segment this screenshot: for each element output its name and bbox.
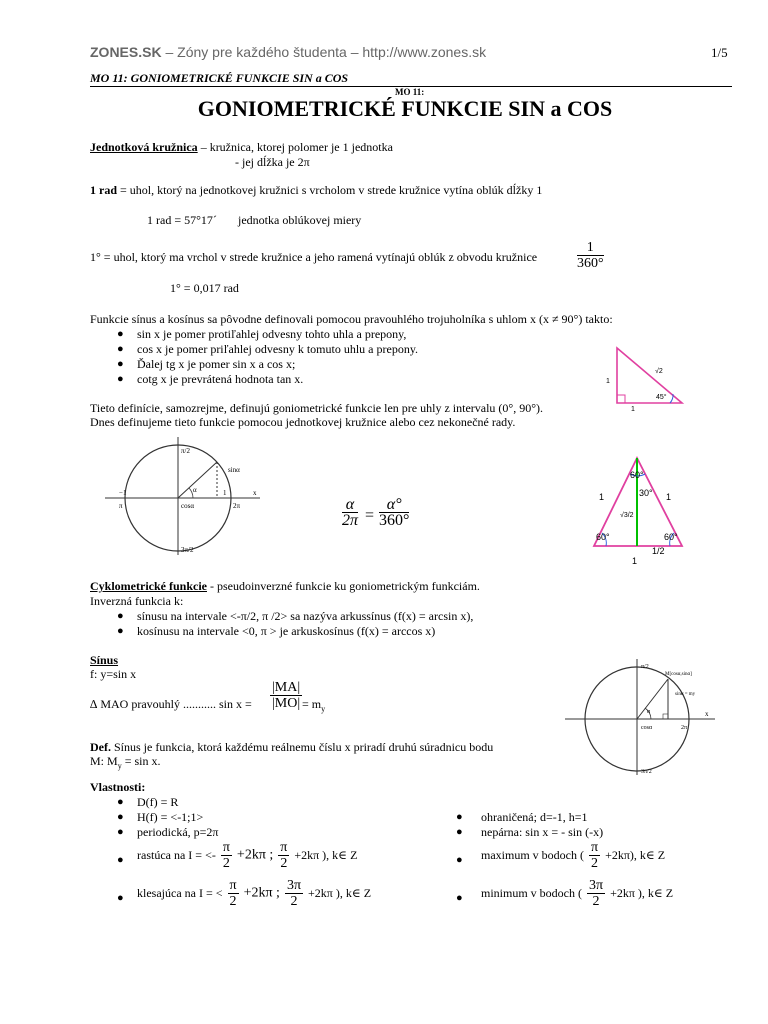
falling-f1n: π (229, 878, 237, 893)
property-minimum (481, 878, 673, 909)
rising-post: +2kπ ), k∈ Z (294, 848, 358, 862)
definition-item: Ďalej tg x je pomer sin x a cos x; (137, 357, 296, 371)
bullet: ● (117, 610, 124, 622)
minimum-pre: minimum v bodoch ( (481, 886, 582, 900)
minimum-post: +2kπ ), k∈ Z (610, 886, 674, 900)
properties-heading: Vlastnosti: (90, 780, 146, 794)
falling-f2n: 3π (286, 878, 302, 893)
cyclometric-def (90, 579, 480, 594)
property-item: D(f) = R (137, 795, 179, 809)
maximum-pre: maximum v bodoch ( (481, 848, 584, 862)
circle2-point-m: M[cosα,sinα] (665, 672, 692, 677)
unit-circle-figure (105, 435, 265, 557)
circle1-left-label: π (119, 502, 123, 510)
sine-def2-sub: y (117, 761, 122, 771)
eq-top-angle: 60° (630, 470, 644, 480)
rising-pre: rastúca na I = <- (137, 848, 216, 862)
sine-function: f: y=sin x (90, 667, 137, 681)
page-number: 1/5 (711, 45, 728, 60)
conversion-left (342, 497, 358, 528)
sine-definition (90, 740, 493, 755)
sine-heading: Sínus (90, 653, 119, 667)
site-name: ZONES.SK (90, 44, 162, 60)
minimum-fn: 3π (589, 878, 604, 893)
rising-f2n: π (280, 840, 288, 855)
maximum-fd: 2 (591, 856, 599, 871)
bullet: ● (117, 811, 124, 823)
circle2-bottom-label: 3π/2 (641, 769, 652, 775)
unit-circle-length: - jej dĺžka je 2π (235, 155, 310, 169)
site-tagline: – Zóny pre každého študenta – http://www.zones.sk (161, 44, 487, 60)
bullet: ● (117, 328, 124, 340)
cyclometric-text: - pseudoinverzné funkcie ku goniometrickým funkciám. (206, 579, 480, 593)
eq-bottom-right-angle: 60° (664, 532, 678, 542)
definitions-para1: Tieto definície, samozrejme, definujú goniometrické funkcie len pre uhly z intervalu (0°, 90°). (90, 401, 544, 415)
sine-def-label: Def. (90, 740, 111, 754)
triangle-angle: 45° (656, 394, 667, 401)
definitions-para2: Dnes definujeme tieto funkcie pomocou jednotkovej kružnice alebo cez nekonečné rady. (90, 415, 516, 429)
property-item: nepárna: sin x = - sin (-x) (481, 825, 604, 839)
unit-circle-def (90, 140, 393, 155)
definition-item: cotg x je prevrátená hodnota tan x. (137, 372, 304, 386)
bullet: ● (117, 796, 124, 808)
equilateral-triangle-figure (590, 450, 690, 568)
minimum-fd: 2 (592, 894, 600, 909)
degree-fraction (577, 240, 604, 271)
triangle-side-b: 1 (631, 406, 635, 413)
conversion-num-right: α° (379, 497, 409, 513)
circle2-x-label: x (705, 710, 709, 718)
sine-def-text: Sínus je funkcia, ktorá každému reálnemu číslu x priradí druhú súradnicu bodu (111, 740, 494, 754)
unit-circle-text: – kružnica, ktorej polomer je 1 jednotka (197, 140, 393, 154)
bullet: ● (456, 854, 463, 866)
bullet: ● (117, 892, 124, 904)
right-triangle-figure (600, 343, 690, 415)
radian-def (90, 183, 542, 198)
circle2-alpha: α (647, 709, 651, 715)
circle1-alpha: α (193, 486, 197, 494)
cyclometric-term: Cyklometrické funkcie (90, 579, 207, 593)
doc-code: MO 11: (395, 87, 425, 97)
property-item: periodická, p=2π (137, 825, 219, 839)
bullet: ● (117, 625, 124, 637)
running-title: MO 11: GONIOMETRICKÉ FUNKCIE SIN a COS (90, 71, 349, 85)
radian-eq: 1 rad = 57°17´ (147, 213, 217, 227)
rising-f2d: 2 (280, 856, 288, 871)
radian-text: = uhol, ktorý na jednotkovej kružnici s vrcholom v strede kružnice vytína oblúk dĺžky 1 (117, 183, 543, 197)
falling-frac2 (285, 878, 303, 909)
maximum-post: +2kπ), k∈ Z (605, 848, 666, 862)
inverse-label: Inverzná funkcia k: (90, 594, 184, 608)
conversion-num-left: α (342, 497, 358, 513)
sine-eq-sub: y (321, 704, 326, 714)
falling-mid: +2kπ ; (243, 885, 280, 901)
bullet: ● (117, 358, 124, 370)
radian-eq-note: jednotka oblúkovej miery (238, 213, 362, 227)
circle1-minus1: −1 (119, 489, 127, 497)
eq-left-side: 1 (599, 492, 605, 502)
eq-bottom-left-angle: 60° (596, 532, 610, 542)
bullet: ● (117, 373, 124, 385)
bullet: ● (456, 892, 463, 904)
rising-frac1 (221, 840, 232, 871)
property-falling (137, 878, 371, 909)
sine-circle-figure (565, 657, 720, 777)
rising-f1n: π (222, 840, 230, 855)
cyclometric-item: sínusu na intervale <-π/2, π /2> sa nazýva arkussínus (f(x) = arcsin x), (137, 609, 474, 623)
rising-f1d: 2 (222, 856, 230, 871)
unit-circle-term: Jednotková kružnica (90, 140, 198, 154)
falling-f1d: 2 (229, 894, 237, 909)
falling-f2d: 2 (290, 894, 298, 909)
cyclometric-item: kosínusu na intervale <0, π > je arkuskosínus (f(x) = arccos x) (137, 624, 436, 638)
eq-height: √3/2 (620, 512, 634, 519)
eq-half-top-angle: 30° (639, 488, 653, 498)
radian-term: 1 rad (90, 183, 117, 197)
sine-def2a: M: M (90, 754, 118, 768)
degree-def: 1° = uhol, ktorý ma vrchol v strede kružnice a jeho ramená vytínajú oblúk z obvodu kružnice (90, 250, 538, 264)
falling-pre: klesajúca na I = < (137, 886, 223, 900)
conversion-den-right: 360° (379, 512, 410, 529)
circle1-top-label: π/2 (181, 447, 190, 455)
degree-frac-den: 360° (577, 256, 604, 271)
falling-post: +2kπ ), k∈ Z (308, 886, 372, 900)
bullet: ● (456, 811, 463, 823)
bullet: ● (117, 854, 124, 866)
eq-right-side: 1 (666, 492, 672, 502)
eq-base: 1 (632, 556, 638, 566)
circle1-cos-label: cosα (181, 502, 194, 510)
circle2-sin-label: sinα = my (675, 692, 696, 697)
circle1-bottom-label: 3π/2 (181, 546, 194, 554)
minimum-frac (587, 878, 605, 909)
sine-frac-num: |MA| (272, 680, 301, 695)
degree-eq: 1° = 0,017 rad (170, 281, 239, 295)
triangle-hyp: √2 (655, 368, 663, 375)
conversion-den-left: 2π (342, 512, 359, 529)
bullet: ● (456, 826, 463, 838)
triangle-side-a: 1 (606, 378, 610, 385)
rising-frac2 (278, 840, 289, 871)
definitions-intro: Funkcie sínus a kosínus sa pôvodne definovali pomocou pravouhlého trojuholníka s uhlom x (x ≠ 90°) takto: (90, 312, 613, 326)
property-item: H(f) = <-1;1> (137, 810, 204, 824)
circle1-one: 1 (223, 489, 227, 497)
degree-frac-num: 1 (577, 240, 604, 256)
rising-mid: +2kπ ; (236, 847, 274, 863)
sine-frac-den: |MO| (272, 696, 301, 711)
circle1-x-label: x (253, 489, 257, 497)
site-header (90, 44, 486, 60)
maximum-fn: π (590, 840, 599, 855)
circle2-cos-label: cosα (641, 725, 653, 731)
sine-fraction (270, 680, 302, 711)
definition-item: sin x je pomer protiľahlej odvesny tohto uhla a prepony, (137, 327, 407, 341)
eq-half-base: 1/2 (652, 546, 665, 556)
page-title: GONIOMETRICKÉ FUNKCIE SIN a COS (197, 96, 613, 121)
bullet: ● (117, 343, 124, 355)
property-item: ohraničená; d=-1, h=1 (481, 810, 588, 824)
maximum-frac (589, 840, 600, 871)
circle2-top-label: π/2 (641, 664, 649, 670)
bullet: ● (117, 826, 124, 838)
falling-frac1 (228, 878, 239, 909)
circle1-right-label: 2π (233, 502, 241, 510)
property-rising (137, 840, 357, 871)
circle2-right-label: 2π (681, 725, 688, 731)
property-maximum (481, 840, 665, 871)
sine-def-line2 (90, 754, 160, 770)
definition-item: cos x je pomer priľahlej odvesny k tomuto uhlu a prepony. (137, 342, 419, 356)
conversion-eq: = (365, 507, 375, 524)
circle1-sin-label: sinα (228, 466, 240, 474)
conversion-right (379, 497, 409, 528)
sine-eq-m: = m (302, 697, 322, 711)
sine-eq-tail (302, 697, 325, 713)
sine-mao: ∆ MAO pravouhlý ........... sin x = (90, 697, 252, 711)
sine-def2b: = sin x. (121, 754, 161, 768)
